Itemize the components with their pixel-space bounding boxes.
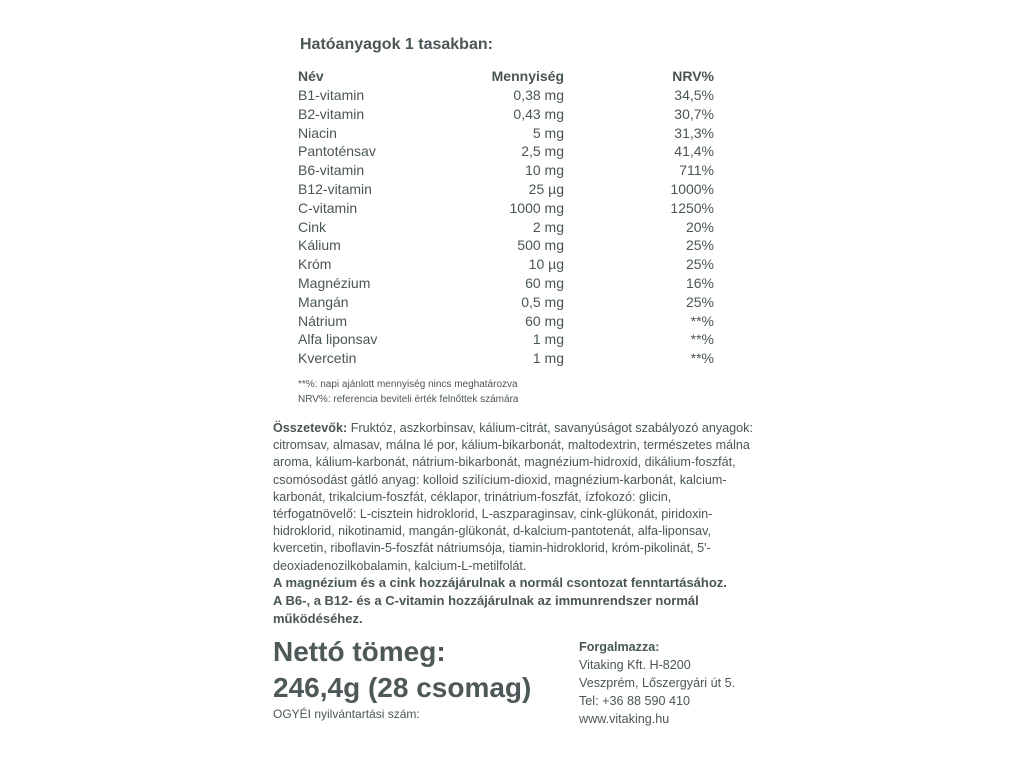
section-heading: Hatóanyagok 1 tasakban: [300,36,493,53]
nutrient-name: Nátrium [298,312,348,329]
nutrient-name: Niacin [298,124,337,141]
nutrient-amount: 0,38 mg [513,87,564,103]
distributor-block [579,638,735,728]
table-row [298,161,714,180]
nutrient-amount: 60 mg [525,312,564,329]
table-row [298,86,714,105]
nutrient-amount: 1 mg [532,350,564,367]
nutrient-nrv: 20% [685,218,714,235]
nutrient-nrv: 30,7% [674,105,714,122]
net-weight [273,634,531,706]
nutrient-amount: 10 mg [525,162,564,179]
distributor-phone: Tel: +36 88 590 410 [579,694,690,708]
nutrient-nrv: 34,5% [674,87,714,103]
nutrient-name: Kvercetin [298,350,357,367]
footnote-not-defined: **%: napi ajánlott mennyiség nincs meghatározva [298,379,518,390]
net-weight-label: Nettó tömeg: [273,636,446,667]
distributor-company: Vitaking Kft. H-8200 [579,658,691,672]
distributor-website: www.vitaking.hu [579,712,670,726]
nutrient-nrv: 31,3% [674,124,714,141]
table-row [298,218,714,237]
footnote-nrv: NRV%: referencia beviteli érték felnőttek számára [298,394,519,405]
header-amount: Mennyiség [491,67,564,84]
nutrient-amount: 1 mg [532,331,564,348]
nutrient-amount: 10 µg [528,256,564,273]
nutrient-nrv: **% [690,350,714,367]
claim-bone: A magnézium és a cink hozzájárulnak a normál csontozat fenntartásához. [273,575,727,590]
nutrient-nrv: **% [690,331,714,348]
nutrient-nrv: 25% [685,293,714,310]
nutrient-nrv: 711% [679,162,714,179]
nutrient-nrv: 1000% [670,180,714,197]
table-row [298,312,714,331]
nutrient-amount: 60 mg [525,274,564,291]
nutrient-name: B12-vitamin [298,180,372,197]
table-row [298,199,714,218]
distributor-title: Forgalmazza: [579,640,660,654]
table-row [298,105,714,124]
table-row [298,293,714,312]
health-claims [273,574,753,628]
table-row [298,236,714,255]
table-row [298,180,714,199]
nutrient-amount: 25 µg [528,180,564,197]
header-name: Név [298,67,324,84]
nutrient-amount: 2 mg [532,218,564,235]
nutrient-nrv: 25% [685,256,714,273]
nutrient-nrv: 25% [685,237,714,254]
nutrient-name: Króm [298,256,332,273]
footnotes [298,377,518,407]
table-row [298,255,714,274]
nutrient-amount: 0,43 mg [513,105,564,122]
nutrient-amount: 2,5 mg [521,143,564,160]
distributor-address: Veszprém, Lőszergyári út 5. [579,676,736,690]
nutrient-nrv: 41,4% [674,143,714,160]
table-header-row [298,66,714,86]
table-row [298,330,714,349]
nutrient-nrv: 16% [685,274,714,291]
claim-immune: A B6-, a B12- és a C-vitamin hozzájárulnak az immunrendszer normál működéséhez. [273,593,699,626]
nutrient-nrv: **% [690,312,714,329]
nutrient-amount: 500 mg [517,237,564,254]
ingredients-paragraph [273,420,753,575]
header-nrv: NRV% [672,67,714,84]
net-weight-value: 246,4g (28 csomag) [273,672,532,703]
nutrient-name: C-vitamin [298,199,358,216]
nutrient-name: Pantoténsav [298,143,376,160]
nutrient-name: Kálium [298,237,341,254]
nutrient-name: B6-vitamin [298,162,365,179]
ingredients-label: Összetevők: [273,421,348,435]
nutrient-name: Cink [298,218,327,235]
table-row [298,124,714,143]
table-row [298,142,714,161]
nutrient-amount: 5 mg [532,124,564,141]
ogyei-registration: OGYÉI nyilvántartási szám: [273,707,420,721]
table-row [298,349,714,368]
nutrient-name: Alfa liponsav [298,331,378,348]
nutrient-nrv: 1250% [670,199,714,216]
nutrient-amount: 1000 mg [509,199,564,216]
nutrient-table [298,66,714,368]
nutrient-amount: 0,5 mg [521,293,564,310]
nutrient-name: B2-vitamin [298,105,365,122]
nutrient-name: B1-vitamin [298,87,365,103]
ingredients-text: Fruktóz, aszkorbinsav, kálium-citrát, savanyúságot szabályozó anyagok: citromsav, almasav, málna lé por, kálium-bikarbonát, maltodextrin, természetes málna aroma, kálium-karbonát, nátrium-bikarbonát, magnézium-hidroxid, dikálium-foszfát, csomósodást gátló anyag: kolloid szilícium-dioxid, magnézium-karbonát, kalcium-karbonát, trikalcium-foszfát, céklapor, trinátrium-foszfát, ízfokozó: glicin, térfogatnövelő: L-cisztein hidroklorid, L-aszparaginsav, cink-glükonát, piridoxin-hidroklorid, nikotinamid, mangán-glükonát, d-kalcium-pantotenát, alfa-liponsav, kvercetin, riboflavin-5-foszfát nátriumsója, tiamin-hidroklorid, króm-pikolinát, 5'-deoxiadenozilkobalamin, kalcium-L-metilfolát. [273,421,753,573]
table-row [298,274,714,293]
nutrient-name: Magnézium [298,274,371,291]
nutrient-name: Mangán [298,293,349,310]
